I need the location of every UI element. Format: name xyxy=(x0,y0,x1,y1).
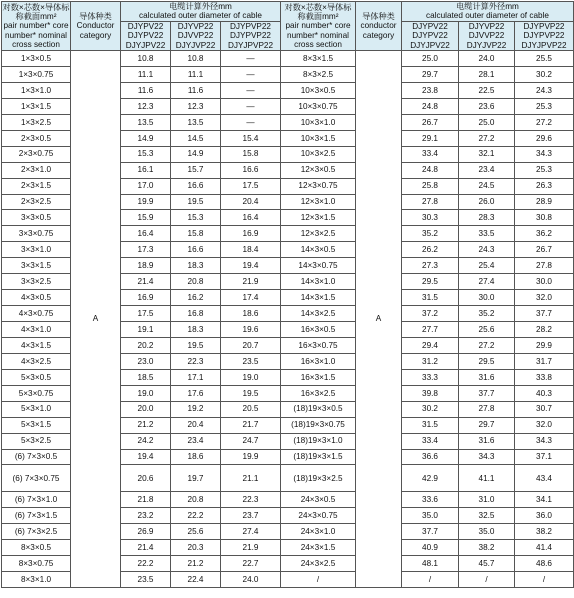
diameter-c-cell-2: 29.9 xyxy=(515,337,574,353)
spec-cell: 8×3×0.75 xyxy=(2,556,71,572)
diameter-a-cell: 21.8 xyxy=(121,492,171,508)
diameter-b-cell-2: 25.6 xyxy=(459,322,515,338)
diameter-b-cell-2: 35.2 xyxy=(459,306,515,322)
diameter-c-cell-2: 29.6 xyxy=(515,130,574,146)
spec-cell: 4×3×0.75 xyxy=(2,306,71,322)
diameter-b-cell-2: 24.5 xyxy=(459,178,515,194)
header-type-a-2: DJYPV22 DJYPV22 DJYJPV22 xyxy=(402,21,459,50)
diameter-b-cell-2: 38.2 xyxy=(459,540,515,556)
diameter-b-cell: 14.9 xyxy=(171,146,221,162)
diameter-c-cell: 20.5 xyxy=(221,401,281,417)
diameter-b-cell: 15.8 xyxy=(171,226,221,242)
diameter-c-cell-2: 32.0 xyxy=(515,290,574,306)
diameter-a-cell-2: 35.2 xyxy=(402,226,459,242)
diameter-c-cell: 19.6 xyxy=(221,322,281,338)
diameter-a-cell: 23.5 xyxy=(121,572,171,588)
header-diameter-2: 电缆计算外径mm calculated outer diameter of cable xyxy=(402,2,574,22)
diameter-b-cell: 10.8 xyxy=(171,51,221,67)
diameter-b-cell: 14.5 xyxy=(171,130,221,146)
diameter-a-cell-2: 48.1 xyxy=(402,556,459,572)
diameter-b-cell-2: 28.1 xyxy=(459,67,515,83)
diameter-a-cell-2: 33.4 xyxy=(402,146,459,162)
spec-cell-2: 8×3×1.5 xyxy=(281,51,356,67)
diameter-b-cell: 19.5 xyxy=(171,194,221,210)
spec-cell-2: 16×3×1.0 xyxy=(281,353,356,369)
spec-cell: (6) 7×3×0.75 xyxy=(2,465,71,492)
spec-cell-2: (18)19×3×1.5 xyxy=(281,449,356,465)
diameter-b-cell-2: 30.0 xyxy=(459,290,515,306)
header-type-a: DJYPV22 DJYPV22 DJYJPV22 xyxy=(121,21,171,50)
diameter-c-cell: 23.7 xyxy=(221,508,281,524)
diameter-b-cell-2: 27.4 xyxy=(459,274,515,290)
diameter-b-cell-2: 23.6 xyxy=(459,98,515,114)
diameter-b-cell-2: 32.5 xyxy=(459,508,515,524)
spec-cell-2: 12×3×1.5 xyxy=(281,210,356,226)
spec-cell-2: 14×3×0.75 xyxy=(281,258,356,274)
diameter-a-cell: 19.4 xyxy=(121,449,171,465)
diameter-c-cell-2: 43.4 xyxy=(515,465,574,492)
diameter-b-cell: 17.1 xyxy=(171,369,221,385)
spec-cell: 3×3×0.5 xyxy=(2,210,71,226)
diameter-c-cell-2: 27.8 xyxy=(515,258,574,274)
diameter-a-cell: 16.9 xyxy=(121,290,171,306)
diameter-c-cell: 21.9 xyxy=(221,540,281,556)
spec-cell: 1×3×1.5 xyxy=(2,98,71,114)
diameter-a-cell-2: / xyxy=(402,572,459,588)
spec-cell-2: 12×3×2.5 xyxy=(281,226,356,242)
diameter-b-cell-2: 26.0 xyxy=(459,194,515,210)
diameter-c-cell-2: 30.7 xyxy=(515,401,574,417)
diameter-b-cell: 19.5 xyxy=(171,337,221,353)
header-spec-2: 对数×芯数×导体标称截面mm² pair number* core number* nominal cross section xyxy=(281,2,356,51)
header-type-c-2: DJYPVP22 DJYPVP22 DJYJPVP22 xyxy=(515,21,574,50)
diameter-b-cell: 13.5 xyxy=(171,114,221,130)
spec-cell-2: 14×3×1.0 xyxy=(281,274,356,290)
diameter-c-cell-2: 41.4 xyxy=(515,540,574,556)
spec-cell: 5×3×2.5 xyxy=(2,433,71,449)
diameter-c-cell-2: 32.0 xyxy=(515,417,574,433)
spec-cell: 1×3×2.5 xyxy=(2,114,71,130)
diameter-c-cell: 18.4 xyxy=(221,242,281,258)
diameter-a-cell: 24.2 xyxy=(121,433,171,449)
diameter-c-cell: 21.9 xyxy=(221,274,281,290)
diameter-a-cell-2: 29.7 xyxy=(402,67,459,83)
diameter-c-cell: 20.4 xyxy=(221,194,281,210)
diameter-a-cell: 16.1 xyxy=(121,162,171,178)
spec-cell: (6) 7×3×0.5 xyxy=(2,449,71,465)
diameter-c-cell-2: 25.3 xyxy=(515,98,574,114)
diameter-a-cell: 17.3 xyxy=(121,242,171,258)
spec-cell-2: 24×3×1.5 xyxy=(281,540,356,556)
spec-cell: 2×3×2.5 xyxy=(2,194,71,210)
diameter-b-cell-2: / xyxy=(459,572,515,588)
spec-cell: 1×3×0.5 xyxy=(2,51,71,67)
diameter-b-cell: 16.6 xyxy=(171,242,221,258)
diameter-a-cell-2: 23.8 xyxy=(402,82,459,98)
diameter-a-cell: 19.0 xyxy=(121,385,171,401)
diameter-a-cell: 21.4 xyxy=(121,274,171,290)
diameter-c-cell-2: 26.3 xyxy=(515,178,574,194)
diameter-b-cell: 16.8 xyxy=(171,306,221,322)
spec-cell-2: 12×3×1.0 xyxy=(281,194,356,210)
diameter-b-cell-2: 31.6 xyxy=(459,433,515,449)
diameter-b-cell: 20.8 xyxy=(171,492,221,508)
diameter-c-cell-2: 28.2 xyxy=(515,322,574,338)
diameter-b-cell-2: 41.1 xyxy=(459,465,515,492)
diameter-c-cell: — xyxy=(221,98,281,114)
table-row xyxy=(2,51,574,67)
diameter-c-cell: 15.8 xyxy=(221,146,281,162)
diameter-a-cell: 20.2 xyxy=(121,337,171,353)
diameter-a-cell-2: 31.5 xyxy=(402,290,459,306)
diameter-b-cell-2: 29.5 xyxy=(459,353,515,369)
diameter-c-cell-2: 33.8 xyxy=(515,369,574,385)
diameter-c-cell: 15.4 xyxy=(221,130,281,146)
diameter-a-cell-2: 27.8 xyxy=(402,194,459,210)
diameter-c-cell-2: 34.3 xyxy=(515,146,574,162)
spec-cell-2: 24×3×0.75 xyxy=(281,508,356,524)
diameter-b-cell-2: 28.3 xyxy=(459,210,515,226)
diameter-c-cell: — xyxy=(221,67,281,83)
diameter-a-cell: 13.5 xyxy=(121,114,171,130)
diameter-b-cell: 11.1 xyxy=(171,67,221,83)
diameter-a-cell-2: 36.6 xyxy=(402,449,459,465)
diameter-c-cell: 24.0 xyxy=(221,572,281,588)
spec-cell: 5×3×0.5 xyxy=(2,369,71,385)
diameter-a-cell-2: 37.7 xyxy=(402,524,459,540)
spec-sheet xyxy=(0,1,574,598)
diameter-c-cell-2: 24.3 xyxy=(515,82,574,98)
spec-cell-2: 10×3×0.5 xyxy=(281,82,356,98)
diameter-a-cell: 11.6 xyxy=(121,82,171,98)
spec-cell: 2×3×0.5 xyxy=(2,130,71,146)
diameter-c-cell: 20.7 xyxy=(221,337,281,353)
diameter-c-cell: 22.3 xyxy=(221,492,281,508)
spec-cell: 1×3×1.0 xyxy=(2,82,71,98)
diameter-a-cell-2: 31.5 xyxy=(402,417,459,433)
spec-cell: 3×3×0.75 xyxy=(2,226,71,242)
diameter-b-cell: 18.3 xyxy=(171,322,221,338)
diameter-c-cell-2: 26.7 xyxy=(515,242,574,258)
diameter-c-cell-2: 25.5 xyxy=(515,51,574,67)
diameter-a-cell-2: 27.3 xyxy=(402,258,459,274)
diameter-a-cell-2: 29.4 xyxy=(402,337,459,353)
header-type-b: DJYVP22 DJVVP22 DJYJVP22 xyxy=(171,21,221,50)
spec-cell: 3×3×2.5 xyxy=(2,274,71,290)
diameter-b-cell-2: 27.8 xyxy=(459,401,515,417)
diameter-a-cell: 26.9 xyxy=(121,524,171,540)
diameter-a-cell: 19.1 xyxy=(121,322,171,338)
spec-cell: 4×3×2.5 xyxy=(2,353,71,369)
spec-cell: 2×3×1.0 xyxy=(2,162,71,178)
diameter-c-cell-2: 30.8 xyxy=(515,210,574,226)
diameter-b-cell-2: 25.0 xyxy=(459,114,515,130)
diameter-b-cell: 16.6 xyxy=(171,178,221,194)
diameter-b-cell-2: 32.1 xyxy=(459,146,515,162)
header-spec: 对数×芯数×导体标称截面mm² pair number* core number* nominal cross section xyxy=(2,2,70,50)
diameter-b-cell: 22.3 xyxy=(171,353,221,369)
diameter-b-cell-2: 37.7 xyxy=(459,385,515,401)
diameter-a-cell: 19.9 xyxy=(121,194,171,210)
diameter-a-cell-2: 42.9 xyxy=(402,465,459,492)
diameter-b-cell-2: 33.5 xyxy=(459,226,515,242)
spec-cell: 8×3×1.0 xyxy=(2,572,71,588)
diameter-c-cell: — xyxy=(221,114,281,130)
diameter-c-cell-2: 40.3 xyxy=(515,385,574,401)
diameter-a-cell: 23.2 xyxy=(121,508,171,524)
header-conductor-2: 导体种类 conductor category xyxy=(356,2,402,51)
spec-cell: 5×3×1.5 xyxy=(2,417,71,433)
diameter-c-cell: 16.6 xyxy=(221,162,281,178)
diameter-b-cell-2: 31.6 xyxy=(459,369,515,385)
conductor-category-cell: A xyxy=(71,51,121,588)
spec-cell-2: (18)19×3×0.5 xyxy=(281,401,356,417)
diameter-c-cell: — xyxy=(221,82,281,98)
spec-cell: (6) 7×3×1.0 xyxy=(2,492,71,508)
diameter-c-cell-2: 48.6 xyxy=(515,556,574,572)
diameter-c-cell: — xyxy=(221,51,281,67)
diameter-a-cell-2: 24.8 xyxy=(402,162,459,178)
diameter-c-cell: 21.7 xyxy=(221,417,281,433)
conductor-category-cell-2: A xyxy=(356,51,402,588)
diameter-b-cell-2: 24.3 xyxy=(459,242,515,258)
diameter-a-cell: 22.2 xyxy=(121,556,171,572)
spec-cell: 5×3×0.75 xyxy=(2,385,71,401)
diameter-c-cell-2: 37.7 xyxy=(515,306,574,322)
diameter-c-cell-2: 34.1 xyxy=(515,492,574,508)
diameter-b-cell: 20.8 xyxy=(171,274,221,290)
diameter-a-cell: 15.9 xyxy=(121,210,171,226)
diameter-b-cell-2: 27.2 xyxy=(459,130,515,146)
diameter-a-cell-2: 29.5 xyxy=(402,274,459,290)
diameter-c-cell: 22.7 xyxy=(221,556,281,572)
diameter-c-cell: 24.7 xyxy=(221,433,281,449)
spec-cell-2: (18)19×3×1.0 xyxy=(281,433,356,449)
diameter-a-cell-2: 29.1 xyxy=(402,130,459,146)
spec-cell-2: (18)19×3×0.75 xyxy=(281,417,356,433)
diameter-a-cell-2: 25.8 xyxy=(402,178,459,194)
header-conductor: 导体种类 Conductor category xyxy=(71,2,121,51)
diameter-c-cell-2: 25.3 xyxy=(515,162,574,178)
diameter-b-cell-2: 29.7 xyxy=(459,417,515,433)
spec-cell-2: 16×3×0.75 xyxy=(281,337,356,353)
diameter-c-cell-2: 30.2 xyxy=(515,67,574,83)
spec-cell: 2×3×0.75 xyxy=(2,146,71,162)
spec-cell: 4×3×1.5 xyxy=(2,337,71,353)
spec-cell-2: 12×3×0.75 xyxy=(281,178,356,194)
diameter-b-cell: 23.4 xyxy=(171,433,221,449)
diameter-b-cell-2: 25.4 xyxy=(459,258,515,274)
spec-cell-2: 8×3×2.5 xyxy=(281,67,356,83)
diameter-c-cell-2: 28.9 xyxy=(515,194,574,210)
diameter-a-cell-2: 27.7 xyxy=(402,322,459,338)
diameter-c-cell: 16.9 xyxy=(221,226,281,242)
diameter-b-cell: 16.2 xyxy=(171,290,221,306)
spec-cell: (6) 7×3×2.5 xyxy=(2,524,71,540)
spec-cell-2: 12×3×0.5 xyxy=(281,162,356,178)
diameter-a-cell-2: 33.4 xyxy=(402,433,459,449)
diameter-a-cell: 18.9 xyxy=(121,258,171,274)
diameter-b-cell-2: 24.0 xyxy=(459,51,515,67)
spec-cell: 8×3×0.5 xyxy=(2,540,71,556)
diameter-c-cell-2: / xyxy=(515,572,574,588)
diameter-b-cell: 22.2 xyxy=(171,508,221,524)
diameter-a-cell: 14.9 xyxy=(121,130,171,146)
spec-cell-2: / xyxy=(281,572,356,588)
spec-cell-2: 10×3×2.5 xyxy=(281,146,356,162)
spec-cell-2: 24×3×0.5 xyxy=(281,492,356,508)
spec-cell-2: 10×3×1.5 xyxy=(281,130,356,146)
cable-diameter-table xyxy=(1,1,574,588)
spec-cell: (6) 7×3×1.5 xyxy=(2,508,71,524)
diameter-c-cell: 21.1 xyxy=(221,465,281,492)
diameter-c-cell: 17.5 xyxy=(221,178,281,194)
diameter-c-cell: 19.0 xyxy=(221,369,281,385)
diameter-c-cell: 27.4 xyxy=(221,524,281,540)
diameter-a-cell: 10.8 xyxy=(121,51,171,67)
header-type-c: DJYPVP22 DJYPVP22 DJYJPVP22 xyxy=(221,21,281,50)
diameter-a-cell: 11.1 xyxy=(121,67,171,83)
header-type-b-2: DJYVP22 DJVVP22 DJYJVP22 xyxy=(459,21,515,50)
diameter-a-cell: 16.4 xyxy=(121,226,171,242)
spec-cell-2: 16×3×0.5 xyxy=(281,322,356,338)
diameter-a-cell: 21.4 xyxy=(121,540,171,556)
diameter-b-cell: 22.4 xyxy=(171,572,221,588)
diameter-c-cell: 19.9 xyxy=(221,449,281,465)
diameter-a-cell: 20.6 xyxy=(121,465,171,492)
diameter-b-cell: 19.7 xyxy=(171,465,221,492)
spec-cell: 5×3×1.0 xyxy=(2,401,71,417)
diameter-c-cell: 19.4 xyxy=(221,258,281,274)
diameter-a-cell-2: 39.8 xyxy=(402,385,459,401)
spec-cell-2: (18)19×3×2.5 xyxy=(281,465,356,492)
diameter-b-cell-2: 22.5 xyxy=(459,82,515,98)
diameter-b-cell: 17.6 xyxy=(171,385,221,401)
spec-cell: 3×3×1.0 xyxy=(2,242,71,258)
diameter-a-cell-2: 31.2 xyxy=(402,353,459,369)
diameter-a-cell: 17.5 xyxy=(121,306,171,322)
diameter-b-cell-2: 45.7 xyxy=(459,556,515,572)
diameter-c-cell-2: 34.3 xyxy=(515,433,574,449)
spec-cell-2: 24×3×1.0 xyxy=(281,524,356,540)
diameter-a-cell-2: 26.2 xyxy=(402,242,459,258)
diameter-a-cell-2: 26.7 xyxy=(402,114,459,130)
diameter-a-cell-2: 37.2 xyxy=(402,306,459,322)
diameter-b-cell: 25.6 xyxy=(171,524,221,540)
spec-cell-2: 14×3×1.5 xyxy=(281,290,356,306)
spec-cell: 4×3×1.0 xyxy=(2,322,71,338)
diameter-c-cell-2: 27.2 xyxy=(515,114,574,130)
diameter-b-cell-2: 31.0 xyxy=(459,492,515,508)
diameter-a-cell: 15.3 xyxy=(121,146,171,162)
spec-cell: 3×3×1.5 xyxy=(2,258,71,274)
diameter-b-cell: 20.4 xyxy=(171,417,221,433)
spec-cell: 4×3×0.5 xyxy=(2,290,71,306)
diameter-c-cell-2: 30.0 xyxy=(515,274,574,290)
diameter-b-cell: 20.3 xyxy=(171,540,221,556)
diameter-b-cell: 21.2 xyxy=(171,556,221,572)
diameter-a-cell-2: 25.0 xyxy=(402,51,459,67)
diameter-a-cell-2: 33.6 xyxy=(402,492,459,508)
diameter-a-cell-2: 35.0 xyxy=(402,508,459,524)
diameter-a-cell: 17.0 xyxy=(121,178,171,194)
spec-cell: 2×3×1.5 xyxy=(2,178,71,194)
diameter-b-cell: 15.7 xyxy=(171,162,221,178)
spec-cell: 1×3×0.75 xyxy=(2,67,71,83)
diameter-b-cell: 18.3 xyxy=(171,258,221,274)
diameter-a-cell: 21.2 xyxy=(121,417,171,433)
diameter-a-cell-2: 33.3 xyxy=(402,369,459,385)
diameter-a-cell: 20.0 xyxy=(121,401,171,417)
diameter-a-cell-2: 30.3 xyxy=(402,210,459,226)
header-diameter: 电缆计算外径mm calculated outer diameter of cable xyxy=(121,2,281,22)
spec-cell-2: 14×3×0.5 xyxy=(281,242,356,258)
diameter-a-cell: 18.5 xyxy=(121,369,171,385)
diameter-a-cell: 23.0 xyxy=(121,353,171,369)
diameter-c-cell-2: 36.2 xyxy=(515,226,574,242)
diameter-c-cell: 18.6 xyxy=(221,306,281,322)
diameter-c-cell-2: 31.7 xyxy=(515,353,574,369)
diameter-a-cell-2: 24.8 xyxy=(402,98,459,114)
spec-cell-2: 10×3×0.75 xyxy=(281,98,356,114)
spec-cell-2: 10×3×1.0 xyxy=(281,114,356,130)
diameter-c-cell: 16.4 xyxy=(221,210,281,226)
diameter-b-cell-2: 34.3 xyxy=(459,449,515,465)
diameter-c-cell-2: 37.1 xyxy=(515,449,574,465)
diameter-c-cell-2: 36.0 xyxy=(515,508,574,524)
diameter-c-cell: 17.4 xyxy=(221,290,281,306)
spec-cell-2: 16×3×2.5 xyxy=(281,385,356,401)
diameter-a-cell-2: 30.2 xyxy=(402,401,459,417)
diameter-b-cell: 11.6 xyxy=(171,82,221,98)
diameter-b-cell-2: 23.4 xyxy=(459,162,515,178)
spec-cell-2: 24×3×2.5 xyxy=(281,556,356,572)
table-body xyxy=(2,51,574,588)
diameter-b-cell: 15.3 xyxy=(171,210,221,226)
spec-cell-2: 16×3×1.5 xyxy=(281,369,356,385)
diameter-b-cell-2: 27.2 xyxy=(459,337,515,353)
spec-cell-2: 14×3×2.5 xyxy=(281,306,356,322)
diameter-a-cell-2: 40.9 xyxy=(402,540,459,556)
diameter-b-cell: 18.6 xyxy=(171,449,221,465)
diameter-c-cell: 19.5 xyxy=(221,385,281,401)
diameter-c-cell-2: 38.2 xyxy=(515,524,574,540)
diameter-c-cell: 23.5 xyxy=(221,353,281,369)
diameter-b-cell: 19.2 xyxy=(171,401,221,417)
diameter-b-cell: 12.3 xyxy=(171,98,221,114)
diameter-b-cell-2: 35.0 xyxy=(459,524,515,540)
diameter-a-cell: 12.3 xyxy=(121,98,171,114)
